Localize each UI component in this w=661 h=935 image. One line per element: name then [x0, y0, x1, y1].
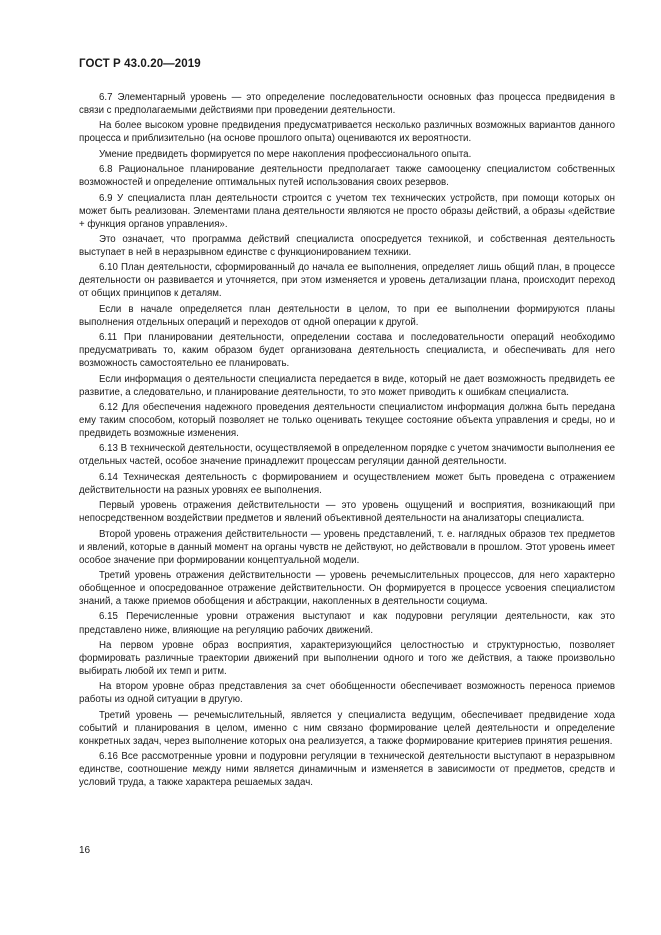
paragraph: 6.15 Перечисленные уровни отражения выступают и как подуровни регуляции деятельности, как это представлено ниже, влияющие на регуляцию рабочих движений. [79, 611, 615, 636]
paragraph: 6.10 План деятельности, сформированный до начала ее выполнения, определяет лишь общий план, в процессе деятельности он развивается и уточняется, при этом изменяется и уровень детализации плана, происходит переход от общих принципов к деталям. [79, 262, 615, 300]
standard-code-header: ГОСТ Р 43.0.20—2019 [79, 58, 201, 70]
document-body [79, 91, 615, 792]
paragraph: 6.7 Элементарный уровень — это определение последовательности основных фаз процесса предвидения в связи с предполагаемыми действиями при проведении деятельности. [79, 92, 615, 117]
paragraph: Третий уровень — речемыслительный, является у специалиста ведущим, обеспечивает предвидение хода событий и планирования в целом, именно с ним связано формирование целей деятельности и определение конкретных задач, через выполнение которых она реализуется, а также формирование критериев принятия решения. [79, 709, 615, 747]
paragraph: 6.11 При планировании деятельности, определении состава и последовательности операций необходимо предусматривать то, каким образом будет организована деятельность специалиста, и обеспечивать для него возможность самостоятельно ее планировать. [79, 332, 615, 370]
paragraph: Второй уровень отражения действительности — уровень представлений, т. е. наглядных образов тех предметов и явлений, которые в данный момент на органы чувств не действуют, но действовали в прошлом. Этот уровень имеет особое значение при формировании концептуальной модели. [79, 528, 615, 566]
paragraph: 6.14 Техническая деятельность с формированием и осуществлением может быть проведена с отражением действительности на разных уровнях ее выполнения. [79, 471, 615, 496]
paragraph: Если информация о деятельности специалиста передается в виде, который не дает возможность предвидеть ее развитие, а следовательно, и планирование деятельности, то это может приводить к ошибкам специалиста. [79, 373, 615, 398]
paragraph: Умение предвидеть формируется по мере накопления профессионального опыта. [99, 148, 472, 160]
paragraph: На первом уровне образ восприятия, характеризующийся целостностью и структурностью, позволяет формировать различные траектории движений при выполнении одного и того же действия, а также произвольно выбирать любой их темп и ритм. [79, 639, 615, 677]
paragraph: На более высоком уровне предвидения предусматривается несколько различных возможных вариантов данного процесса и приблизительно (на основе прошлого опыта) оцениваются их вероятности. [79, 120, 615, 145]
paragraph: 6.16 Все рассмотренные уровни и подуровни регуляции в технической деятельности выступают в неразрывном единстве, соотношение между ними является динамичным и изменяется в зависимости от предметов, средств и условий труда, а также характера решаемых задач. [79, 751, 615, 789]
paragraph: Если в начале определяется план деятельности в целом, то при ее выполнении формируются планы выполнения отдельных операций и переходов от одной операции к другой. [79, 303, 615, 328]
paragraph: 6.12 Для обеспечения надежного проведения деятельности специалистом информация должна быть передана ему таким способом, который позволяет не только оценивать текущее состояние объекта управления и среды, но и предвидеть возможные изменения. [79, 402, 615, 440]
paragraph: Первый уровень отражения действительности — это уровень ощущений и восприятия, возникающий при непосредственном воздействии предметов и явлений объективной деятельности на анализаторы специалиста. [79, 500, 615, 525]
paragraph: На втором уровне образ представления за счет обобщенности обеспечивает возможность переноса приемов работы из одной ситуации в другую. [79, 681, 615, 706]
paragraph: Третий уровень отражения действительности — уровень речемыслительных процессов, для него характерно обобщенное и опосредованное отражение действительности. Он формируется в процессе усвоения специалистом знаний, а также приемов обобщения и абстракции, накопленных в деятельности социума. [79, 570, 615, 608]
paragraph: Это означает, что программа действий специалиста опосредуется техникой, и собственная деятельность выступает в ней в неразрывном единстве с функционированием техники. [79, 233, 615, 258]
paragraph: 6.9 У специалиста план деятельности строится с учетом тех технических устройств, при помощи которых он может быть реализован. Элементами плана деятельности являются не просто образы действий, а образы «действие + функция органов управления». [79, 192, 615, 230]
paragraph: 6.8 Рациональное планирование деятельности предполагает также самооценку специалистом собственных возможностей и определение оптимальных путей использования своих резервов. [79, 164, 615, 189]
paragraph: 6.13 В технической деятельности, осуществляемой в определенном порядке с учетом значимости выполнения ее отдельных частей, особое значение принадлежит процессам регуляции данной деятельности. [79, 443, 615, 468]
page-number: 16 [79, 845, 91, 856]
